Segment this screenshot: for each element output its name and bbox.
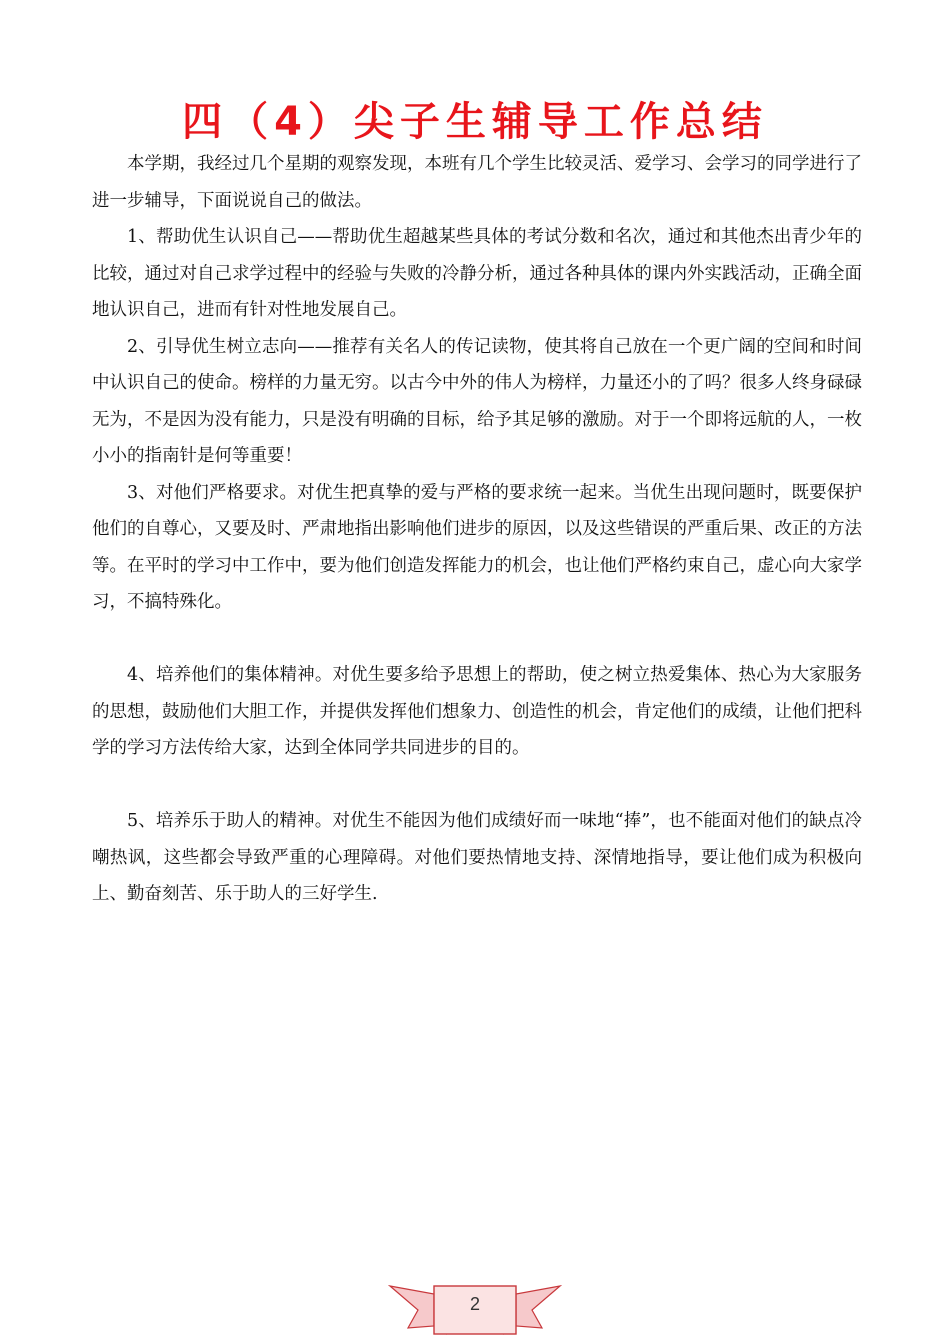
paragraph-intro: 本学期，我经过几个星期的观察发现，本班有几个学生比较灵活、爱学习、会学习的同学进行了进一步辅导，下面说说自己的做法。 [92,154,862,211]
paragraph-item-5: 5、培养乐于助人的精神。对优生不能因为他们成绩好而一味地“捧”，也不能面对他们的缺点冷嘲热讽，这些都会导致严重的心理障碍。对他们要热情地支持、深情地指导，要让他们成为积极向上、勤奋刻苦、乐于助人的三好学生. [92,811,862,904]
paragraph-spacer [92,767,862,804]
page-number-badge [388,1276,562,1338]
paragraph-spacer [92,621,862,658]
document-body [92,146,862,913]
paragraph-item-4: 4、培养他们的集体精神。对优生要多给予思想上的帮助，使之树立热爱集体、热心为大家服务的思想，鼓励他们大胆工作，并提供发挥他们想象力、创造性的机会，肯定他们的成绩，让他们把科学的学习方法传给大家，达到全体同学共同进步的目的。 [92,665,862,758]
page-number: 2 [469,1294,480,1314]
paragraph-item-3: 3、对他们严格要求。对优生把真挚的爱与严格的要求统一起来。当优生出现问题时，既要保护他们的自尊心，又要及时、严肃地指出影响他们进步的原因，以及这些错误的严重后果、改正的方法等。在平时的学习中工作中，要为他们创造发挥能力的机会，也让他们严格约束自己，虚心向大家学习，不搞特殊化。 [92,482,862,612]
paragraph-item-2: 2、引导优生树立志向——推荐有关名人的传记读物，使其将自己放在一个更广阔的空间和时间中认识自己的使命。榜样的力量无穷。以古今中外的伟人为榜样，力量还小的了吗？很多人终身碌碌无为，不是因为没有能力，只是没有明确的目标，给予其足够的激励。对于一个即将远航的人，一枚小小的指南针是何等重要！ [92,336,862,466]
paragraph-item-1: 1、帮助优生认识自己——帮助优生超越某些具体的考试分数和名次，通过和其他杰出青少年的比较，通过对自己求学过程中的经验与失败的冷静分析，通过各种具体的课内外实践活动，正确全面地认识自己，进而有针对性地发展自己。 [92,227,862,320]
page-title: 四（4）尖子生辅导工作总结 [182,99,768,145]
